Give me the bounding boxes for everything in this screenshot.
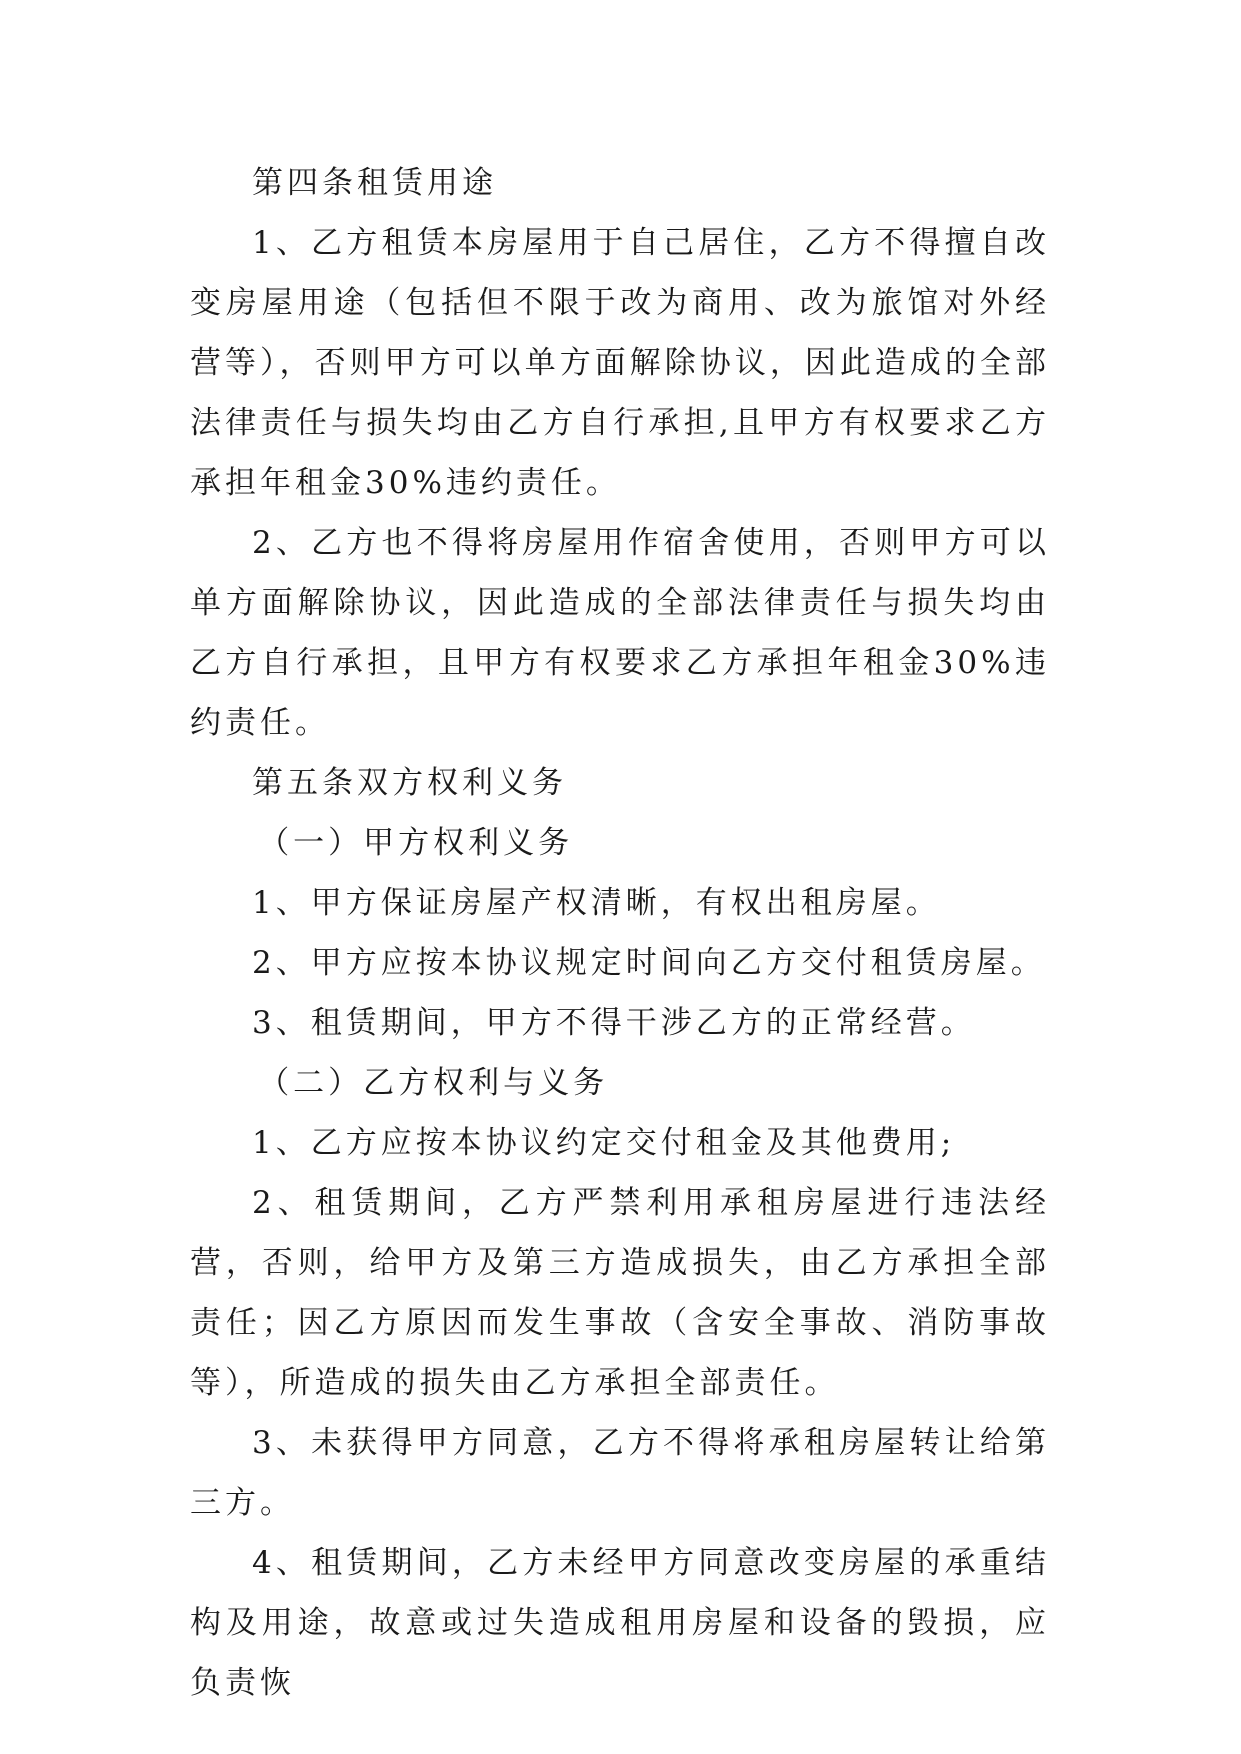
- article5-title: 第五条双方权利义务: [252, 765, 567, 801]
- party-a-heading: （一）甲方权利义务: [258, 825, 574, 861]
- party-a-item2: 2、甲方应按本协议规定时间向乙方交付租赁房屋。: [252, 945, 1046, 981]
- article4-item2: 2、乙方也不得将房屋用作宿舍使用，否则甲方可以单方面解除协议，因此造成的全部法律责任与损失均由乙方自行承担，且甲方有权要求乙方承担年租金30%违约责任。: [190, 525, 1050, 741]
- party-b-heading: （二）乙方权利与义务: [258, 1065, 609, 1101]
- article4-title: 第四条租赁用途: [252, 165, 497, 201]
- party-b-item2: 2、租赁期间，乙方严禁利用承租房屋进行违法经营，否则，给甲方及第三方造成损失，由乙方承担全部责任；因乙方原因而发生事故（含安全事故、消防事故等），所造成的损失由乙方承担全部责任。: [190, 1185, 1050, 1401]
- party-a-item1: 1、甲方保证房屋产权清晰，有权出租房屋。: [252, 885, 941, 921]
- party-b-item3: 3、未获得甲方同意，乙方不得将承租房屋转让给第三方。: [190, 1425, 1050, 1521]
- document-page: [190, 153, 1050, 1713]
- party-b-item4: 4、租赁期间，乙方未经甲方同意改变房屋的承重结构及用途，故意或过失造成租用房屋和设备的毁损，应负责恢: [190, 1545, 1050, 1701]
- party-b-item1: 1、乙方应按本协议约定交付租金及其他费用;: [252, 1125, 956, 1161]
- article4-item1: 1、乙方租赁本房屋用于自己居住，乙方不得擅自改变房屋用途（包括但不限于改为商用、改为旅馆对外经营等），否则甲方可以单方面解除协议，因此造成的全部法律责任与损失均由乙方自行承担,且甲方有权要求乙方承担年租金30%违约责任。: [190, 225, 1050, 501]
- party-a-item3: 3、租赁期间，甲方不得干涉乙方的正常经营。: [252, 1005, 976, 1041]
